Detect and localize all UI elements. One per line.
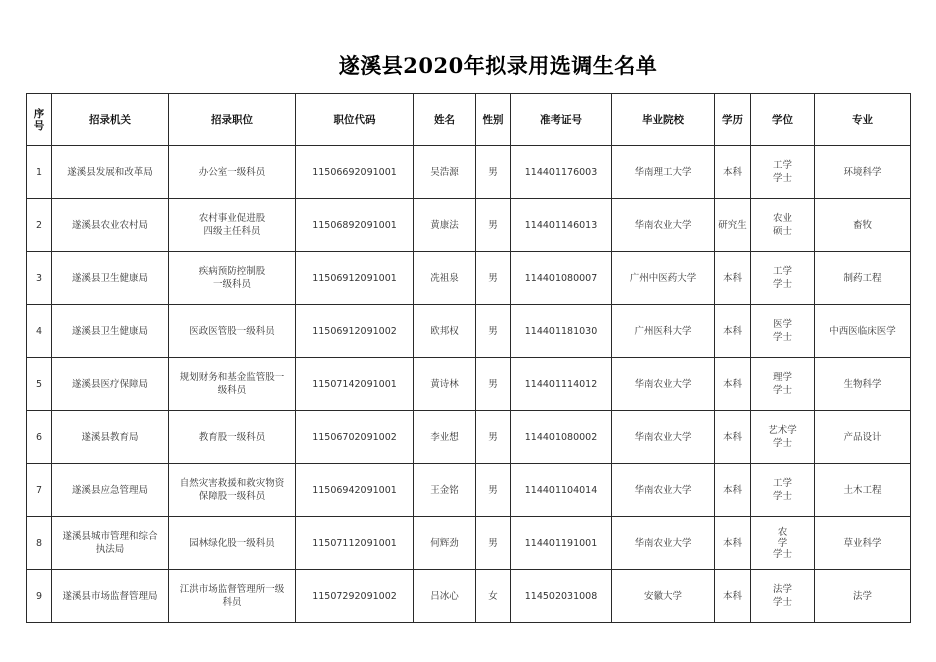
cell-education: 本科 bbox=[715, 464, 751, 517]
cell-degree: 工学 学士 bbox=[751, 146, 815, 199]
header-position: 招录职位 bbox=[169, 94, 296, 146]
header-gender: 性别 bbox=[476, 94, 511, 146]
cell-position: 教育股一级科员 bbox=[169, 411, 296, 464]
cell-degree: 工学 学士 bbox=[751, 252, 815, 305]
cell-major: 中西医临床医学 bbox=[815, 305, 911, 358]
cell-agency: 遂溪县发展和改革局 bbox=[52, 146, 169, 199]
cell-school: 安徽大学 bbox=[612, 570, 715, 623]
cell-seq: 2 bbox=[27, 199, 52, 252]
cell-school: 广州中医药大学 bbox=[612, 252, 715, 305]
cell-seq: 1 bbox=[27, 146, 52, 199]
cell-education: 研究生 bbox=[715, 199, 751, 252]
cell-position-code: 11506912091001 bbox=[296, 252, 414, 305]
cell-position: 医政医管股一级科员 bbox=[169, 305, 296, 358]
cell-school: 华南农业大学 bbox=[612, 411, 715, 464]
cell-gender: 男 bbox=[476, 146, 511, 199]
cell-education: 本科 bbox=[715, 517, 751, 570]
cell-education: 本科 bbox=[715, 358, 751, 411]
cell-name: 吕冰心 bbox=[414, 570, 476, 623]
cell-exam-no: 114401176003 bbox=[511, 146, 612, 199]
cell-gender: 男 bbox=[476, 464, 511, 517]
header-seq: 序 号 bbox=[27, 94, 52, 146]
cell-major: 环境科学 bbox=[815, 146, 911, 199]
cell-position-code: 11506912091002 bbox=[296, 305, 414, 358]
cell-major: 土木工程 bbox=[815, 464, 911, 517]
table-row bbox=[27, 146, 911, 199]
cell-gender: 男 bbox=[476, 358, 511, 411]
cell-exam-no: 114401146013 bbox=[511, 199, 612, 252]
table-row bbox=[27, 358, 911, 411]
cell-education: 本科 bbox=[715, 305, 751, 358]
cell-name: 黄康法 bbox=[414, 199, 476, 252]
cell-exam-no: 114401181030 bbox=[511, 305, 612, 358]
cell-position-code: 11506692091001 bbox=[296, 146, 414, 199]
cell-education: 本科 bbox=[715, 411, 751, 464]
cell-position: 江洪市场监督管理所一级 科员 bbox=[169, 570, 296, 623]
cell-agency: 遂溪县卫生健康局 bbox=[52, 252, 169, 305]
candidate-table bbox=[26, 93, 911, 623]
cell-major: 生物科学 bbox=[815, 358, 911, 411]
cell-degree: 艺术学 学士 bbox=[751, 411, 815, 464]
header-education: 学历 bbox=[715, 94, 751, 146]
cell-exam-no: 114401080007 bbox=[511, 252, 612, 305]
cell-position: 自然灾害救援和救灾物资 保障股一级科员 bbox=[169, 464, 296, 517]
cell-exam-no: 114401080002 bbox=[511, 411, 612, 464]
cell-position: 疾病预防控制股 一级科员 bbox=[169, 252, 296, 305]
table-row bbox=[27, 411, 911, 464]
cell-name: 黄诗林 bbox=[414, 358, 476, 411]
cell-name: 冼祖泉 bbox=[414, 252, 476, 305]
cell-agency: 遂溪县教育局 bbox=[52, 411, 169, 464]
cell-education: 本科 bbox=[715, 146, 751, 199]
header-exam-no: 准考证号 bbox=[511, 94, 612, 146]
cell-position-code: 11507112091001 bbox=[296, 517, 414, 570]
cell-gender: 男 bbox=[476, 305, 511, 358]
cell-seq: 7 bbox=[27, 464, 52, 517]
cell-education: 本科 bbox=[715, 252, 751, 305]
header-name: 姓名 bbox=[414, 94, 476, 146]
cell-name: 欧邦权 bbox=[414, 305, 476, 358]
table-row bbox=[27, 252, 911, 305]
cell-degree: 法学 学士 bbox=[751, 570, 815, 623]
cell-gender: 男 bbox=[476, 252, 511, 305]
cell-school: 华南农业大学 bbox=[612, 464, 715, 517]
cell-major: 法学 bbox=[815, 570, 911, 623]
cell-agency: 遂溪县市场监督管理局 bbox=[52, 570, 169, 623]
cell-name: 李业想 bbox=[414, 411, 476, 464]
cell-position-code: 11506892091001 bbox=[296, 199, 414, 252]
cell-major: 畜牧 bbox=[815, 199, 911, 252]
cell-position-code: 11507292091002 bbox=[296, 570, 414, 623]
cell-gender: 男 bbox=[476, 411, 511, 464]
cell-position: 办公室一级科员 bbox=[169, 146, 296, 199]
cell-school: 华南农业大学 bbox=[612, 199, 715, 252]
cell-exam-no: 114401114012 bbox=[511, 358, 612, 411]
cell-position-code: 11506702091002 bbox=[296, 411, 414, 464]
cell-agency: 遂溪县卫生健康局 bbox=[52, 305, 169, 358]
cell-seq: 6 bbox=[27, 411, 52, 464]
cell-position-code: 11506942091001 bbox=[296, 464, 414, 517]
cell-exam-no: 114401104014 bbox=[511, 464, 612, 517]
cell-position: 农村事业促进股 四级主任科员 bbox=[169, 199, 296, 252]
cell-position: 园林绿化股一级科员 bbox=[169, 517, 296, 570]
cell-name: 王金铭 bbox=[414, 464, 476, 517]
table-row bbox=[27, 305, 911, 358]
cell-school: 华南理工大学 bbox=[612, 146, 715, 199]
cell-gender: 女 bbox=[476, 570, 511, 623]
cell-major: 制药工程 bbox=[815, 252, 911, 305]
cell-position: 规划财务和基金监管股一 级科员 bbox=[169, 358, 296, 411]
cell-degree: 农 学 学士 bbox=[751, 517, 815, 570]
header-agency: 招录机关 bbox=[52, 94, 169, 146]
cell-position-code: 11507142091001 bbox=[296, 358, 414, 411]
cell-school: 广州医科大学 bbox=[612, 305, 715, 358]
cell-name: 吴浩源 bbox=[414, 146, 476, 199]
table-row bbox=[27, 199, 911, 252]
cell-seq: 4 bbox=[27, 305, 52, 358]
cell-major: 产品设计 bbox=[815, 411, 911, 464]
cell-education: 本科 bbox=[715, 570, 751, 623]
table-row bbox=[27, 570, 911, 623]
cell-name: 何辉劲 bbox=[414, 517, 476, 570]
cell-exam-no: 114401191001 bbox=[511, 517, 612, 570]
cell-gender: 男 bbox=[476, 517, 511, 570]
cell-exam-no: 114502031008 bbox=[511, 570, 612, 623]
cell-degree: 理学 学士 bbox=[751, 358, 815, 411]
cell-agency: 遂溪县农业农村局 bbox=[52, 199, 169, 252]
cell-degree: 医学 学士 bbox=[751, 305, 815, 358]
header-degree: 学位 bbox=[751, 94, 815, 146]
header-school: 毕业院校 bbox=[612, 94, 715, 146]
cell-degree: 工学 学士 bbox=[751, 464, 815, 517]
table-row bbox=[27, 464, 911, 517]
header-major: 专业 bbox=[815, 94, 911, 146]
table-row bbox=[27, 517, 911, 570]
cell-major: 草业科学 bbox=[815, 517, 911, 570]
header-position-code: 职位代码 bbox=[296, 94, 414, 146]
header-row bbox=[27, 94, 911, 146]
cell-degree: 农业 硕士 bbox=[751, 199, 815, 252]
cell-seq: 5 bbox=[27, 358, 52, 411]
cell-agency: 遂溪县城市管理和综合 执法局 bbox=[52, 517, 169, 570]
cell-seq: 3 bbox=[27, 252, 52, 305]
cell-seq: 8 bbox=[27, 517, 52, 570]
page-title: 遂溪县2020年拟录用选调生名单 bbox=[338, 53, 658, 78]
cell-school: 华南农业大学 bbox=[612, 517, 715, 570]
cell-school: 华南农业大学 bbox=[612, 358, 715, 411]
cell-gender: 男 bbox=[476, 199, 511, 252]
cell-seq: 9 bbox=[27, 570, 52, 623]
cell-agency: 遂溪县医疗保障局 bbox=[52, 358, 169, 411]
cell-agency: 遂溪县应急管理局 bbox=[52, 464, 169, 517]
